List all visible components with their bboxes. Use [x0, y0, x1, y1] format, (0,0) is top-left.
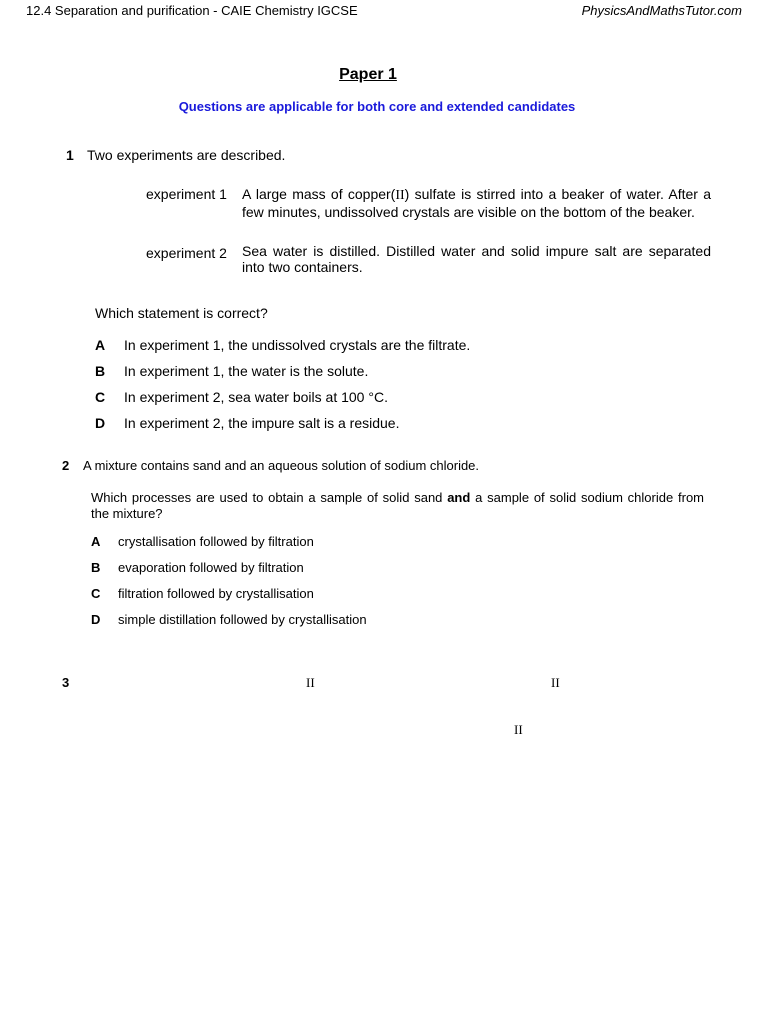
option-text: In experiment 2, the impure salt is a residue.	[124, 415, 400, 431]
option-text: filtration followed by crystallisation	[118, 586, 314, 601]
option-text: crystallisation followed by filtration	[118, 534, 314, 549]
question-stem: A mixture contains sand and an aqueous solution of sodium chloride.	[83, 458, 480, 473]
option-text: simple distillation followed by crystallisation	[118, 612, 367, 627]
header-right: PhysicsAndMathsTutor.com	[581, 3, 742, 18]
question-prompt: Which statement is correct?	[95, 305, 268, 321]
roman-numeral-fragment: II	[551, 675, 560, 690]
option-letter: A	[91, 534, 101, 549]
option-text: In experiment 2, sea water boils at 100 °C.	[124, 389, 388, 405]
roman-numeral-fragment: II	[514, 722, 523, 737]
experiment-1-label: experiment 1	[146, 186, 227, 202]
question-number: 1	[66, 147, 74, 163]
question-number: 3	[62, 675, 70, 690]
option-letter: C	[95, 389, 106, 405]
option-letter: A	[95, 337, 106, 353]
experiment-1-text: A large mass of copper(II) sulfate is stirred into a beaker of water. After a few minutes, undissolved crystals are visible on the bottom of the beaker.	[242, 186, 711, 220]
option-letter: B	[95, 363, 106, 379]
question-number: 2	[62, 458, 70, 473]
experiment-2-label: experiment 2	[146, 245, 227, 261]
option-text: In experiment 1, the water is the solute.	[124, 363, 369, 379]
question-prompt: Which processes are used to obtain a sample of solid sand and a sample of solid sodium chloride from the mixture?	[91, 490, 704, 521]
roman-numeral-fragment: II	[306, 675, 315, 690]
option-letter: D	[95, 415, 106, 431]
option-text: In experiment 1, the undissolved crystals are the filtrate.	[124, 337, 471, 353]
option-text: evaporation followed by filtration	[118, 560, 304, 575]
experiment-2-text: Sea water is distilled. Distilled water and solid impure salt are separated into two containers.	[242, 243, 711, 275]
page-subtitle: Questions are applicable for both core and extended candidates	[178, 99, 576, 114]
option-letter: D	[91, 612, 101, 627]
question-stem: Two experiments are described.	[87, 147, 286, 163]
option-letter: C	[91, 586, 101, 601]
header-left: 12.4 Separation and purification - CAIE Chemistry IGCSE	[26, 3, 358, 18]
option-letter: B	[91, 560, 101, 575]
page-title: Paper 1	[339, 66, 397, 83]
